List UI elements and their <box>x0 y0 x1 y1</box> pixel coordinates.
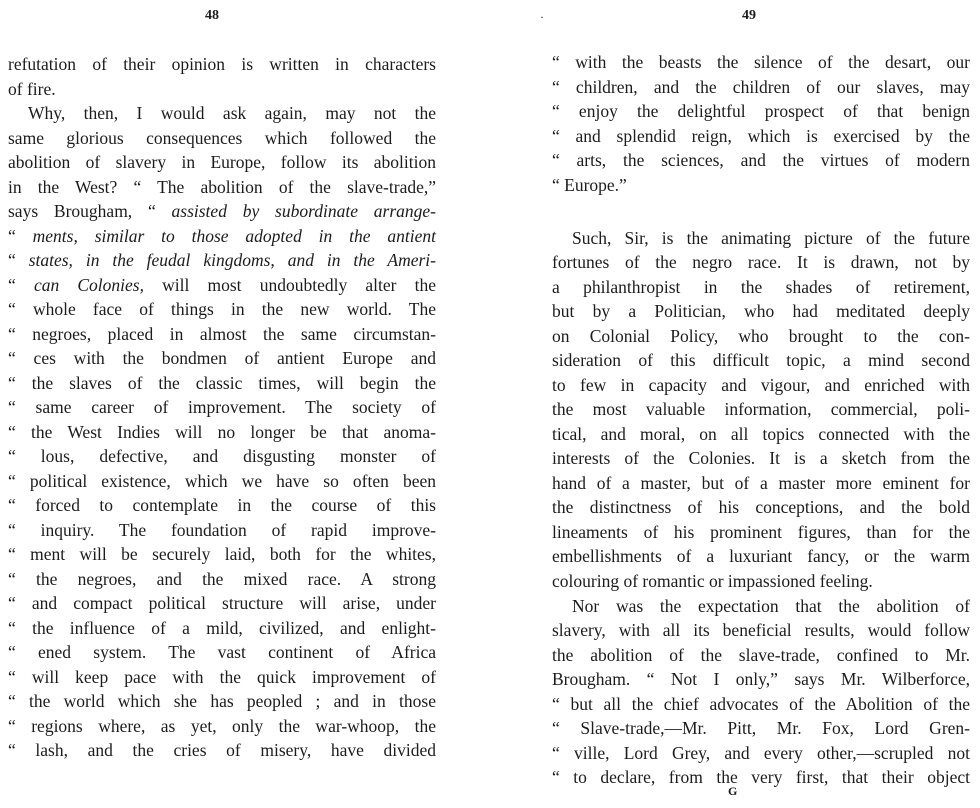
text-line: of fire. <box>8 79 56 99</box>
text-line: embellishments of a luxuriant fancy, or the warm <box>552 546 970 566</box>
left-page <box>0 0 470 808</box>
left-page-number: 48 <box>205 8 219 23</box>
text-line: “ ces with the bondmen of antient Europe and <box>8 348 436 368</box>
text-span: will most undoubtedly alter the <box>143 275 436 295</box>
text-line: “ to declare, from the very first, that their object <box>552 767 970 787</box>
text-line: tical, and moral, on all topics connected with the <box>552 424 970 444</box>
text-line: “ ened system. The vast continent of Africa <box>8 642 436 662</box>
text-line: “ ment will be securely laid, both for the whites, <box>8 544 436 564</box>
text-line: a philanthropist in the shades of retirement, <box>552 277 970 297</box>
text-line: same glorious consequences which followed the <box>8 128 436 148</box>
italic-quote: ments, similar to those adopted in the antient <box>32 226 436 246</box>
text-span: “ <box>8 250 29 270</box>
text-line: “ lous, defective, and disgusting monster of <box>8 446 436 466</box>
italic-quote: assisted by subordinate arrange- <box>171 201 436 221</box>
text-line <box>8 199 436 224</box>
text-line: abolition of slavery in Europe, follow its abolition <box>8 152 436 172</box>
text-line: “ same career of improvement. The society of <box>8 397 436 417</box>
text-line: but by a Politician, who had meditated deeply <box>552 301 970 321</box>
signature-mark: G <box>728 784 738 798</box>
text-line: hand of a master, but of a master more eminent for <box>552 473 970 493</box>
text-line: “ whole face of things in the new world. The <box>8 299 436 319</box>
text-line: “ the influence of a mild, civilized, and enlight- <box>8 618 436 638</box>
text-line: “ and splendid reign, which is exercised by the <box>552 126 970 146</box>
text-line <box>8 273 436 298</box>
right-page-number: 49 <box>742 8 756 23</box>
text-span: “ <box>8 275 34 295</box>
text-line: “ will keep pace with the quick improvement of <box>8 667 436 687</box>
text-line: “ enjoy the delightful prospect of that benign <box>552 101 970 121</box>
text-line: “ negroes, placed in almost the same circumstan- <box>8 324 436 344</box>
text-line: “ forced to contemplate in the course of this <box>8 495 436 515</box>
text-line: colouring of romantic or impassioned feeling. <box>552 571 873 591</box>
text-line: “ Slave-trade,—Mr. Pitt, Mr. Fox, Lord Gren- <box>552 718 970 738</box>
text-line: Brougham. “ Not I only,” says Mr. Wilberforce, <box>552 669 970 689</box>
text-line: “ the West Indies will no longer be that anoma- <box>8 422 436 442</box>
italic-quote: states, in the feudal kingdoms, and in the Ameri- <box>28 250 436 270</box>
text-line: interests of the Colonies. It is a sketch from the <box>552 448 970 468</box>
text-line: “ but all the chief advocates of the Abolition of the <box>552 694 970 714</box>
text-line: Nor was the expectation that the abolition of <box>572 596 970 616</box>
margin-mark: · <box>540 10 544 24</box>
text-line: “ political existence, which we have so often been <box>8 471 436 491</box>
right-page <box>490 0 980 808</box>
text-line: to few in capacity and vigour, and enriched with <box>552 375 970 395</box>
text-line <box>8 248 436 273</box>
text-line: “ lash, and the cries of misery, have divided <box>8 740 436 760</box>
text-line <box>8 224 436 249</box>
text-line: refutation of their opinion is written in characters <box>8 54 436 74</box>
text-line: “ with the beasts the silence of the desart, our <box>552 52 970 72</box>
text-line: Why, then, I would ask again, may not the <box>28 103 436 123</box>
text-line: fortunes of the negro race. It is drawn, not by <box>552 252 970 272</box>
text-line: “ children, and the children of our slaves, may <box>552 77 970 97</box>
text-line: lineaments of his prominent figures, than for the <box>552 522 970 542</box>
text-line: the most valuable information, commercial, poli- <box>552 399 970 419</box>
text-span: “ <box>8 226 33 246</box>
text-line: “ inquiry. The foundation of rapid improve- <box>8 520 436 540</box>
text-span: says Brougham, “ <box>8 201 172 221</box>
text-line: “ regions where, as yet, only the war-whoop, the <box>8 716 436 736</box>
text-line: the distinctness of his conceptions, and the bold <box>552 497 970 517</box>
text-line: “ the world which she has peopled ; and in those <box>8 691 436 711</box>
text-line: sideration of this difficult topic, a mind second <box>552 350 970 370</box>
text-line: “ ville, Lord Grey, and every other,—scrupled not <box>552 743 970 763</box>
italic-quote: can Colonies, <box>33 275 144 295</box>
text-line: “ and compact political structure will arise, under <box>8 593 436 613</box>
text-line: in the West? “ The abolition of the slave-trade,” <box>8 177 436 197</box>
text-line: on Colonial Policy, who brought to the con- <box>552 326 970 346</box>
text-line: “ the slaves of the classic times, will begin the <box>8 373 436 393</box>
text-line: “ arts, the sciences, and the virtues of modern <box>552 150 970 170</box>
text-line: “ Europe.” <box>552 175 627 195</box>
text-line: “ the negroes, and the mixed race. A strong <box>8 569 436 589</box>
text-line: slavery, with all its beneficial results, would follow <box>552 620 970 640</box>
text-line: the abolition of the slave-trade, confined to Mr. <box>552 645 970 665</box>
text-line: Such, Sir, is the animating picture of the future <box>572 228 970 248</box>
